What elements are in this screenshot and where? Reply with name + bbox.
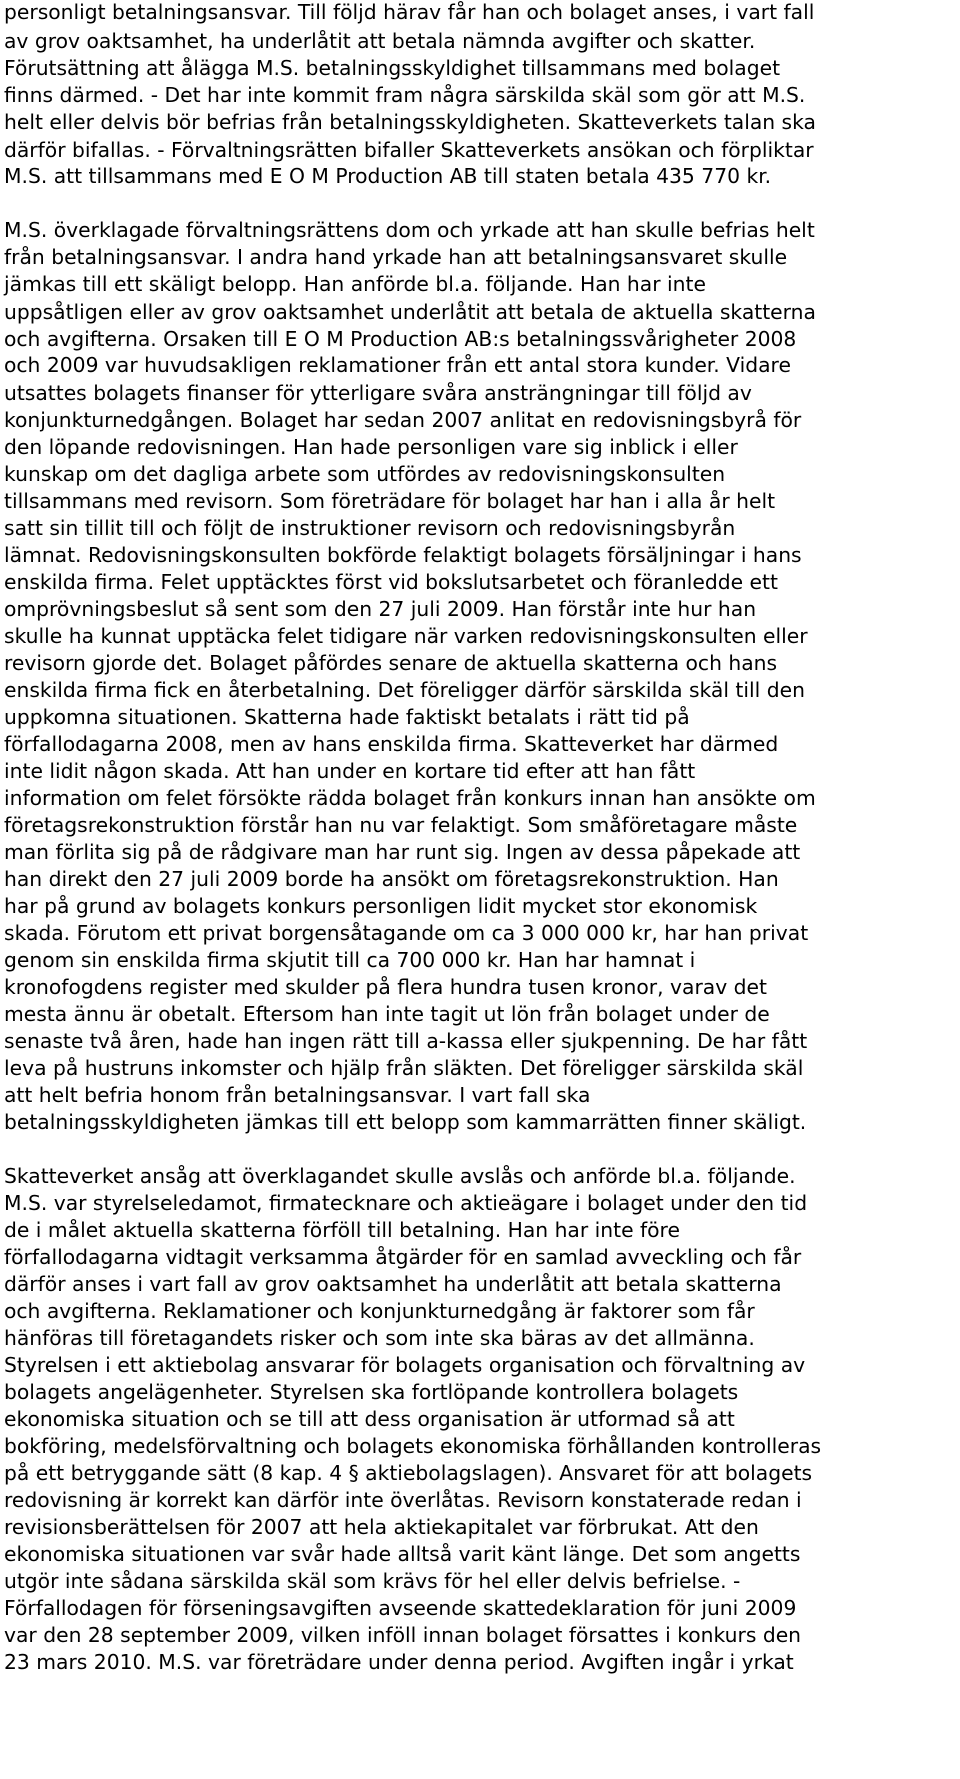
text-line: kronofogdens register med skulder på flera hundra tusen kronor, varav det bbox=[4, 975, 767, 999]
text-line: att helt befria honom från betalningsansvar. I vart fall ska bbox=[4, 1083, 591, 1107]
text-line: M.S. var styrelseledamot, firmatecknare och aktieägare i bolaget under den tid bbox=[4, 1191, 808, 1215]
text-line: M.S. överklagade förvaltningsrättens dom och yrkade att han skulle befrias helt bbox=[4, 218, 815, 242]
text-line: tillsammans med revisorn. Som företrädare för bolaget har han i alla år helt bbox=[4, 489, 776, 513]
text-line: revisorn gjorde det. Bolaget påfördes senare de aktuella skatterna och hans bbox=[4, 651, 778, 675]
text-line: personligt betalningsansvar. Till följd härav får han och bolaget anses, i vart fall bbox=[4, 0, 815, 24]
text-line: betalningsskyldigheten jämkas till ett belopp som kammarrätten finner skäligt. bbox=[4, 1110, 807, 1134]
text-line: därför bifallas. - Förvaltningsrätten bifaller Skatteverkets ansökan och förpliktar bbox=[4, 138, 814, 162]
text-line: enskilda firma fick en återbetalning. Det föreligger därför särskilda skäl till den bbox=[4, 678, 805, 702]
text-line: bolagets angelägenheter. Styrelsen ska fortlöpande kontrollera bolagets bbox=[4, 1380, 739, 1404]
text-line: jämkas till ett skäligt belopp. Han anförde bl.a. följande. Han har inte bbox=[4, 272, 706, 296]
text-line: revisionsberättelsen för 2007 att hela aktiekapitalet var förbrukat. Att den bbox=[4, 1515, 759, 1539]
text-line: var den 28 september 2009, vilken inföll innan bolaget försattes i konkurs den bbox=[4, 1623, 802, 1647]
text-line: information om felet försökte rädda bolaget från konkurs innan han ansökte om bbox=[4, 786, 816, 810]
text-line: skulle ha kunnat upptäcka felet tidigare när varken redovisningskonsulten eller bbox=[4, 624, 808, 648]
text-line: M.S. att tillsammans med E O M Production AB till staten betala 435 770 kr. bbox=[4, 164, 772, 188]
text-line: hänföras till företagandets risker och som inte ska bäras av det allmänna. bbox=[4, 1326, 755, 1350]
text-line: konjunkturnedgången. Bolaget har sedan 2007 anlitat en redovisningsbyrå för bbox=[4, 408, 802, 432]
text-line: helt eller delvis bör befrias från betalningsskyldigheten. Skatteverkets talan ska bbox=[4, 110, 816, 134]
text-line: lämnat. Redovisningskonsulten bokförde felaktigt bolagets försäljningar i hans bbox=[4, 543, 802, 567]
text-line: skada. Förutom ett privat borgensåtagande om ca 3 000 000 kr, har han privat bbox=[4, 921, 809, 945]
text-line: har på grund av bolagets konkurs personligen lidit mycket stor ekonomisk bbox=[4, 894, 758, 918]
text-line: bokföring, medelsförvaltning och bolagets ekonomiska förhållanden kontrolleras bbox=[4, 1434, 822, 1458]
text-line: utgör inte sådana särskilda skäl som krävs för hel eller delvis befrielse. - bbox=[4, 1569, 741, 1593]
text-line: ekonomiska situation och se till att dess organisation är utformad så att bbox=[4, 1407, 735, 1431]
text-line: och avgifterna. Orsaken till E O M Production AB:s betalningssvårigheter 2008 bbox=[4, 327, 797, 351]
text-line: från betalningsansvar. I andra hand yrkade han att betalningsansvaret skulle bbox=[4, 245, 788, 269]
text-line: Skatteverket ansåg att överklagandet skulle avslås och anförde bl.a. följande. bbox=[4, 1164, 796, 1188]
text-line: han direkt den 27 juli 2009 borde ha ansökt om företagsrekonstruktion. Han bbox=[4, 867, 779, 891]
text-line: Förutsättning att ålägga M.S. betalningsskyldighet tillsammans med bolaget bbox=[4, 56, 781, 80]
text-line: den löpande redovisningen. Han hade personligen vare sig inblick i eller bbox=[4, 435, 738, 459]
text-line: förfallodagarna 2008, men av hans enskilda firma. Skatteverket har därmed bbox=[4, 732, 779, 756]
text-line: därför anses i vart fall av grov oaktsamhet ha underlåtit att betala skatterna bbox=[4, 1272, 782, 1296]
text-line: och avgifterna. Reklamationer och konjunkturnedgång är faktorer som får bbox=[4, 1299, 755, 1323]
text-line: satt sin tillit till och följt de instruktioner revisorn och redovisningsbyrån bbox=[4, 516, 736, 540]
text-line: enskilda firma. Felet upptäcktes först vid bokslutsarbetet och föranledde ett bbox=[4, 570, 778, 594]
text-line: man förlita sig på de rådgivare man har runt sig. Ingen av dessa påpekade att bbox=[4, 840, 801, 864]
text-line: omprövningsbeslut så sent som den 27 juli 2009. Han förstår inte hur han bbox=[4, 597, 757, 621]
text-line: på ett betryggande sätt (8 kap. 4 § aktiebolagslagen). Ansvaret för att bolagets bbox=[4, 1461, 813, 1485]
text-line: förfallodagarna vidtagit verksamma åtgärder för en samlad avveckling och får bbox=[4, 1245, 802, 1269]
text-line: kunskap om det dagliga arbete som utfördes av redovisningskonsulten bbox=[4, 462, 726, 486]
text-line: de i målet aktuella skatterna förföll till betalning. Han har inte före bbox=[4, 1218, 680, 1242]
text-line: senaste två åren, hade han ingen rätt till a-kassa eller sjukpenning. De har fått bbox=[4, 1029, 808, 1053]
text-line: genom sin enskilda firma skjutit till ca 700 000 kr. Han har hamnat i bbox=[4, 948, 696, 972]
text-line: ekonomiska situationen var svår hade alltså varit känt länge. Det som angetts bbox=[4, 1542, 801, 1566]
text-line: Styrelsen i ett aktiebolag ansvarar för bolagets organisation och förvaltning av bbox=[4, 1353, 806, 1377]
text-line: 23 mars 2010. M.S. var företrädare under denna period. Avgiften ingår i yrkat bbox=[4, 1650, 794, 1674]
text-line: utsattes bolagets finanser för ytterligare svåra ansträngningar till följd av bbox=[4, 381, 752, 405]
text-line: leva på hustruns inkomster och hjälp från släkten. Det föreligger särskilda skäl bbox=[4, 1056, 804, 1080]
text-line: finns därmed. - Det har inte kommit fram några särskilda skäl som gör att M.S. bbox=[4, 83, 806, 107]
text-line: uppkomna situationen. Skatterna hade faktiskt betalats i rätt tid på bbox=[4, 705, 690, 729]
text-line: mesta ännu är obetalt. Eftersom han inte tagit ut lön från bolaget under de bbox=[4, 1002, 770, 1026]
text-line: inte lidit någon skada. Att han under en kortare tid efter att han fått bbox=[4, 759, 696, 783]
text-line: Förfallodagen för förseningsavgiften avseende skattedeklaration för juni 2009 bbox=[4, 1596, 797, 1620]
text-line: redovisning är korrekt kan därför inte överlåtas. Revisorn konstaterade redan i bbox=[4, 1488, 802, 1512]
text-line: av grov oaktsamhet, ha underlåtit att betala nämnda avgifter och skatter. bbox=[4, 29, 756, 53]
text-line: och 2009 var huvudsakligen reklamationer från ett antal stora kunder. Vidare bbox=[4, 353, 791, 377]
text-line: uppsåtligen eller av grov oaktsamhet underlåtit att betala de aktuella skatterna bbox=[4, 300, 816, 324]
text-line: företagsrekonstruktion förstår han nu var felaktigt. Som småföretagare måste bbox=[4, 813, 798, 837]
